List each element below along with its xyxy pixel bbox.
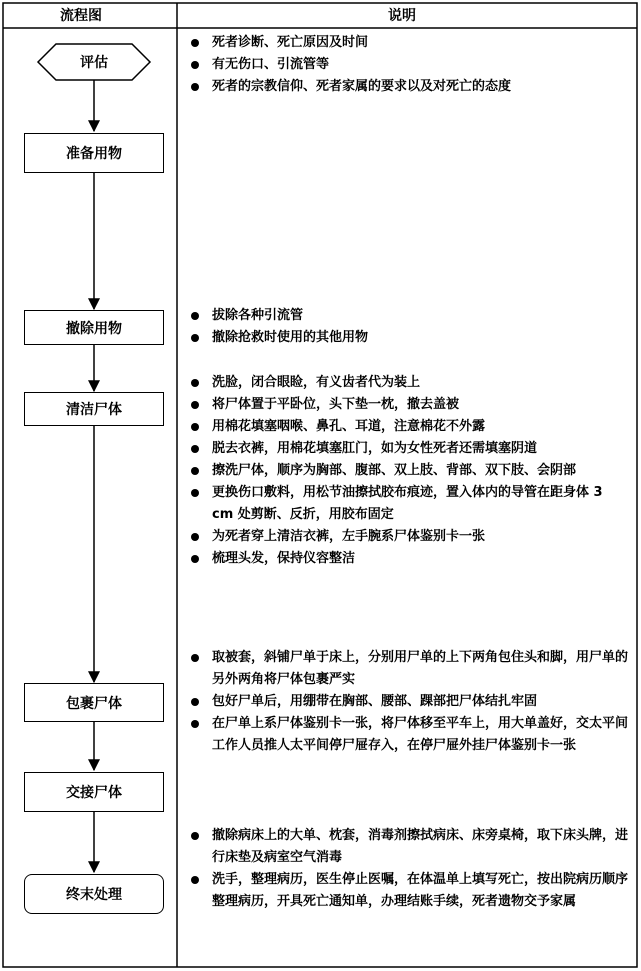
note-item: 死者的宗教信仰、死者家属的要求以及对死亡的态度 [188, 76, 628, 98]
note-item: 洗脸，闭合眼睑，有义齿者代为装上 [188, 372, 628, 394]
remove-supplies-notes [188, 305, 628, 349]
note-item: 擦洗尸体，顺序为胸部、腹部、双上肢、背部、双下肢、会阴部 [188, 460, 628, 482]
note-item: 包好尸单后，用绷带在胸部、腰部、踝部把尸体结扎牢固 [188, 691, 628, 713]
note-item: 脱去衣裤，用棉花填塞肛门，如为女性死者还需填塞阴道 [188, 438, 628, 460]
assess-notes [188, 32, 628, 98]
wrap-body-notes [188, 647, 628, 757]
step-remove-supplies: 撤除用物 [24, 310, 164, 345]
clean-body-notes [188, 372, 628, 570]
note-item: 撤除抢救时使用的其他用物 [188, 327, 628, 349]
header-flowchart: 流程图 [60, 8, 102, 24]
step-wrap-body: 包裹尸体 [24, 683, 164, 722]
note-item: 取被套，斜铺尸单于床上，分别用尸单的上下两角包住头和脚，用尸单的另外两角将尸体包裹严实 [188, 647, 628, 691]
note-item: 将尸体置于平卧位，头下垫一枕，撤去盖被 [188, 394, 628, 416]
step-prepare-supplies: 准备用物 [24, 133, 164, 173]
note-item: 有无伤口、引流管等 [188, 54, 628, 76]
note-item: 拔除各种引流管 [188, 305, 628, 327]
note-item: 撤除病床上的大单、枕套，消毒剂擦拭病床、床旁桌椅，取下床头牌，进行床垫及病室空气消毒 [188, 825, 628, 869]
note-item: 死者诊断、死亡原因及时间 [188, 32, 628, 54]
step-handover-body: 交接尸体 [24, 772, 164, 812]
note-item: 在尸单上系尸体鉴别卡一张，将尸体移至平车上，用大单盖好，交太平间工作人员推人太平间停尸屉存入，在停尸屉外挂尸体鉴别卡一张 [188, 713, 628, 757]
note-item: 为死者穿上清洁衣裤，左手腕系尸体鉴别卡一张 [188, 526, 628, 548]
note-item: 用棉花填塞咽喉、鼻孔、耳道，注意棉花不外露 [188, 416, 628, 438]
step-final-processing: 终末处理 [24, 874, 164, 914]
step-clean-body: 清洁尸体 [24, 392, 164, 426]
final-processing-notes [188, 825, 628, 913]
step-assess: 评估 [80, 55, 108, 71]
note-item: 更换伤口敷料，用松节油擦拭胶布痕迹，置入体内的导管在距身体 3 cm 处剪断、反折，用胶布固定 [188, 482, 628, 526]
note-item: 梳理头发，保持仪容整洁 [188, 548, 628, 570]
header-description: 说明 [388, 8, 416, 24]
note-item: 洗手，整理病历，医生停止医嘱，在体温单上填写死亡，按出院病历顺序整理病历，开具死亡通知单，办理结账手续，死者遗物交予家属 [188, 869, 628, 913]
